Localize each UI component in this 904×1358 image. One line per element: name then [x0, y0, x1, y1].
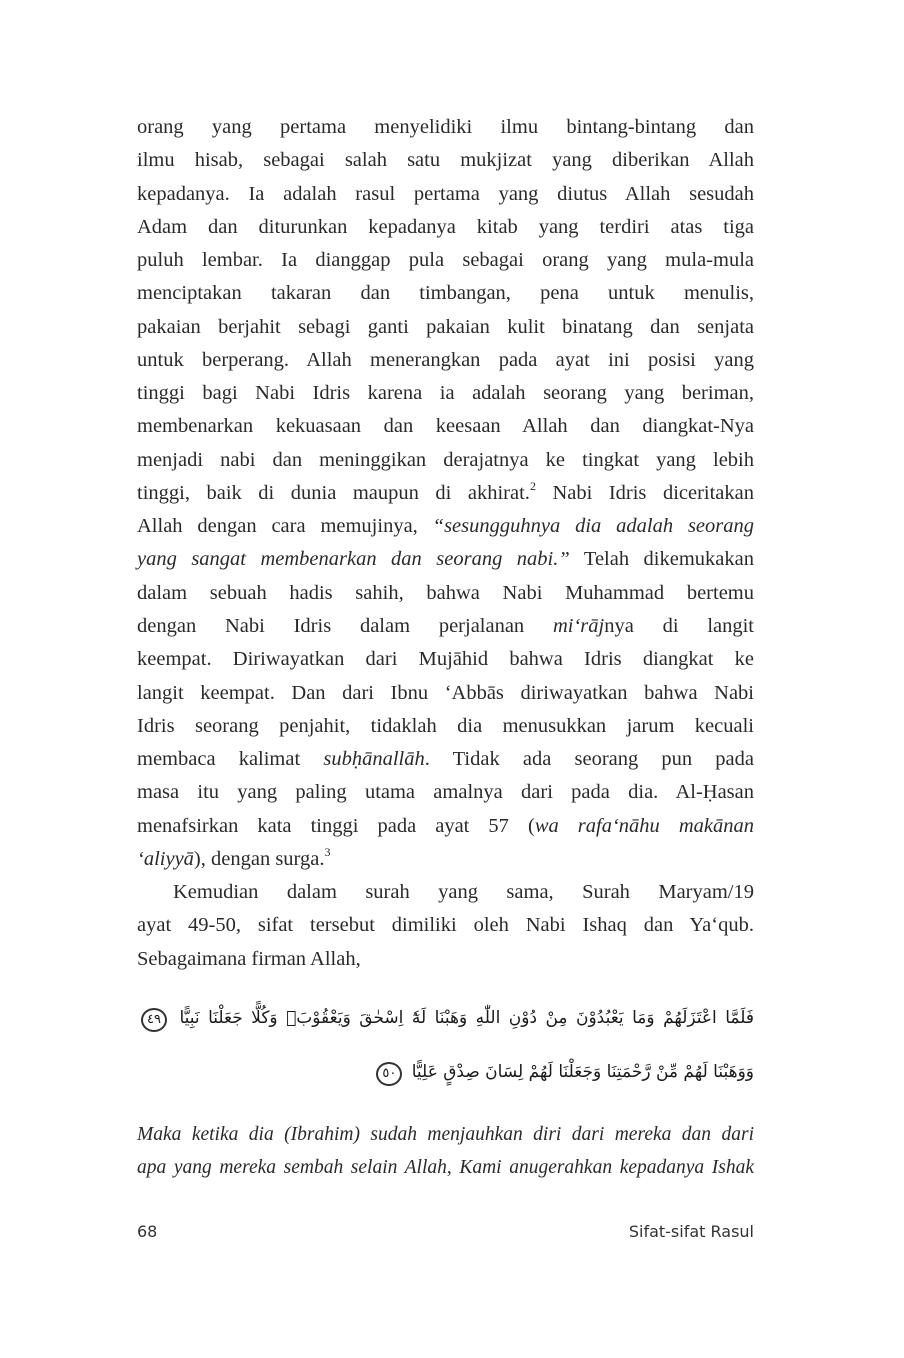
text-segment: masa itu yang paling utama amalnya dari pada dia. Al-Ḥasan: [137, 781, 754, 804]
text-line: [137, 909, 754, 942]
italic-text: “sesungguhnya dia adalah seorang: [432, 515, 754, 538]
text-segment: untuk berperang. Allah menerangkan pada ayat ini posisi yang: [137, 348, 754, 371]
text-line: [137, 444, 754, 477]
text-segment: orang yang pertama menyelidiki ilmu bintang-bintang dan: [137, 116, 754, 138]
text-segment: Allah dengan cara memujinya,: [137, 515, 433, 538]
text-segment: langit keempat. Dan dari Ibnu ‘Abbās diriwayatkan bahwa Nabi: [137, 681, 754, 704]
italic-text: yang sangat membenarkan dan seorang nabi.”: [137, 548, 570, 571]
translation-line-2: apa yang mereka sembah selain Allah, Kami anugerahkan kepadanya Ishak: [137, 1157, 754, 1178]
text-line: [137, 211, 754, 244]
text-segment: menciptakan takaran dan timbangan, pena untuk menulis,: [137, 282, 754, 305]
text-line: [137, 810, 754, 843]
text-line: [137, 277, 754, 310]
text-segment: nya di langit: [604, 614, 755, 637]
text-line: [137, 943, 754, 976]
text-line: [137, 510, 754, 543]
text-line: [137, 111, 754, 144]
text-segment: menafsirkan kata tinggi pada ayat 57 (: [137, 814, 535, 837]
text-line: [137, 543, 754, 576]
footnote-ref: 3: [324, 844, 331, 859]
text-line: [137, 311, 754, 344]
text-line: [137, 377, 754, 410]
text-segment: tinggi bagi Nabi Idris karena ia adalah seorang yang beriman,: [137, 382, 754, 405]
italic-text: subḥānallāh: [323, 748, 425, 771]
ayah-marker-50: ٥٠: [376, 1062, 402, 1086]
text-segment: ilmu hisab, sebagai salah satu mukjizat yang diberikan Allah: [137, 149, 754, 172]
text-segment: dalam sebuah hadis sahih, bahwa Nabi Muhammad bertemu: [137, 581, 754, 604]
text-segment: membenarkan kekuasaan dan keesaan Allah dan diangkat-Nya: [137, 415, 754, 438]
text-segment: ), dengan surga.: [193, 847, 325, 870]
text-line: [137, 743, 754, 776]
text-segment: puluh lembar. Ia dianggap pula sebagai orang yang mula-mula: [137, 249, 754, 272]
ayah-marker-49: ٤٩: [141, 1008, 167, 1032]
text-segment: tinggi, baik di dunia maupun di akhirat.: [137, 481, 530, 504]
text-segment: Adam dan diturunkan kepadanya kitab yang terdiri atas tiga: [137, 215, 754, 238]
text-line: [137, 776, 754, 809]
translation-line-1: Maka ketika dia (Ibrahim) sudah menjauhkan diri dari mereka dan dari: [137, 1124, 754, 1145]
footnote-ref: 2: [529, 478, 536, 493]
text-segment: dengan Nabi Idris dalam perjalanan: [137, 614, 553, 637]
text-segment: pakaian berjahit sebagi ganti pakaian kulit binatang dan senjata: [137, 315, 754, 338]
text-segment: Kemudian dalam surah yang sama, Surah Maryam/19: [173, 881, 754, 904]
text-segment: membaca kalimat: [137, 748, 324, 771]
text-segment: . Tidak ada seorang pun pada: [424, 748, 754, 771]
text-segment: ayat 49-50, sifat tersebut dimiliki oleh Nabi Ishaq dan Ya‘qub.: [137, 914, 754, 937]
page-number: 68: [137, 1222, 158, 1241]
text-segment: Telah dikemukakan: [569, 548, 754, 571]
text-line: [137, 577, 754, 610]
text-line: [137, 144, 754, 177]
italic-text: mi‘rāj: [552, 614, 605, 637]
arabic-text: وَوَهَبْنَا لَهُمْ مِّنْ رَّحْمَتِنَا وَجَعَلْنَا لَهُمْ لِسَانَ صِدْقٍ عَلِيًّا: [411, 1062, 754, 1082]
text-segment: Sebagaimana firman Allah,: [137, 947, 361, 970]
text-segment: menjadi nabi dan meninggikan derajatnya ke tingkat yang lebih: [137, 448, 754, 471]
text-segment: Nabi Idris diceritakan: [535, 481, 755, 504]
text-line: [137, 244, 754, 277]
text-line: [137, 643, 754, 676]
text-line: [137, 178, 754, 211]
italic-text: ‘aliyyā: [137, 847, 194, 870]
quran-verse-line-1: [137, 1004, 754, 1032]
text-line: [137, 843, 754, 876]
quran-verse-line-2: [137, 1058, 754, 1086]
text-line: [137, 410, 754, 443]
text-line: [137, 710, 754, 743]
text-segment: Idris seorang penjahit, tidaklah dia menusukkan jarum kecuali: [137, 714, 754, 737]
body-text: [137, 111, 754, 976]
arabic-text: فَلَمَّا اعْتَزَلَهُمْ وَمَا يَعْبُدُوْنَ مِنْ دُوْنِ اللّٰهِ وَهَبْنَا لَهٗٓ اِسْحٰقَ وَيَعْقُوْبَۗ وَكُلًّا جَعَلْنَا نَبِيًّا: [179, 1008, 755, 1028]
text-line: [137, 344, 754, 377]
text-segment: kepadanya. Ia adalah rasul pertama yang diutus Allah sesudah: [137, 182, 754, 205]
text-segment: keempat. Diriwayatkan dari Mujāhid bahwa Idris diangkat ke: [137, 648, 754, 671]
text-line: [137, 677, 754, 710]
text-line: [137, 876, 754, 909]
running-title: Sifat-sifat Rasul: [628, 1222, 754, 1241]
italic-text: wa rafa‘nāhu makānan: [534, 814, 755, 837]
text-line: [137, 477, 754, 510]
text-line: [137, 610, 754, 643]
